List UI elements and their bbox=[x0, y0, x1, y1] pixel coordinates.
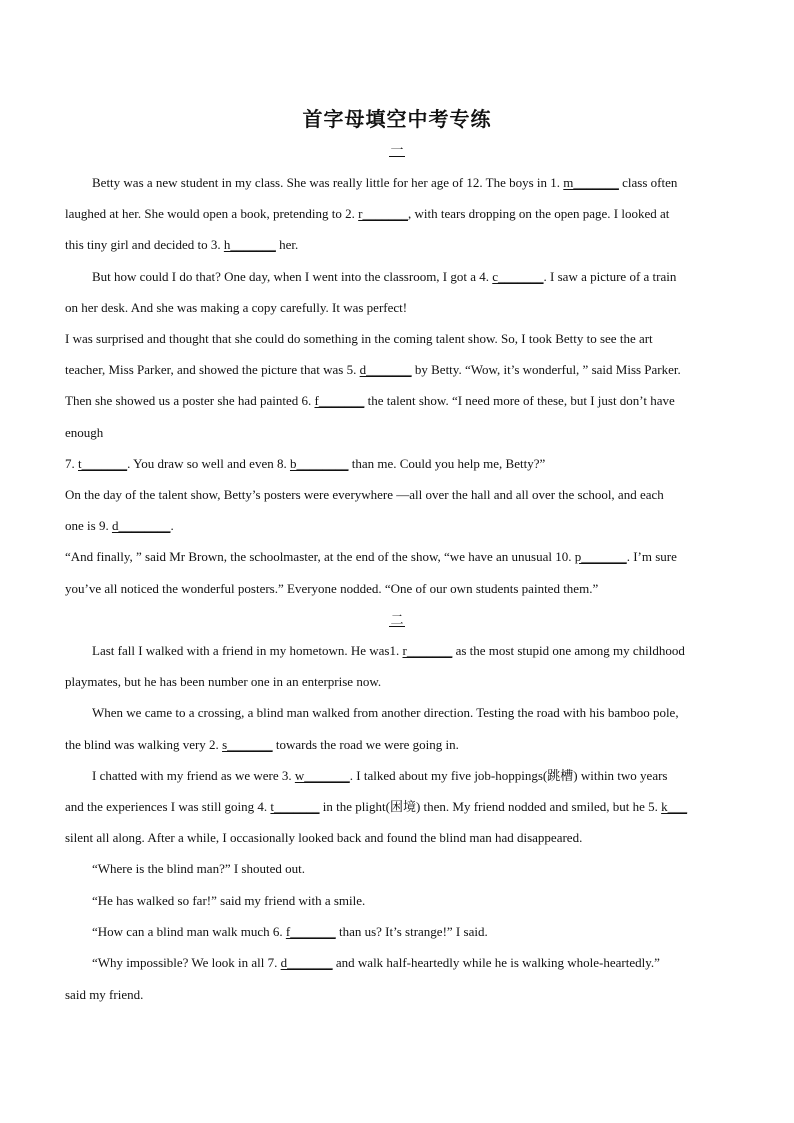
text-run: by Betty. “Wow, it’s wonderful, ” said Miss Parker. bbox=[411, 362, 681, 377]
text-line bbox=[65, 892, 762, 910]
text-line bbox=[65, 517, 735, 535]
text-line bbox=[65, 704, 762, 722]
text-run: you’ve all noticed the wonderful posters.” Everyone nodded. “One of our own students painted them.” bbox=[65, 581, 599, 596]
text-run: enough bbox=[65, 425, 104, 440]
text-line bbox=[65, 767, 762, 785]
text-run: Last fall I walked with a friend in my hometown. He was1. bbox=[92, 643, 403, 658]
answer-blank: t_______ bbox=[270, 799, 320, 814]
text-line bbox=[65, 642, 762, 660]
section-marker bbox=[0, 142, 794, 158]
text-run: playmates, but he has been number one in an enterprise now. bbox=[65, 674, 382, 689]
text-line bbox=[65, 299, 735, 317]
text-run: On the day of the talent show, Betty’s posters were everywhere —all over the hall and all over the school, and each bbox=[65, 487, 664, 502]
text-line bbox=[65, 548, 735, 566]
text-run: “And finally, ” said Mr Brown, the schoolmaster, at the end of the show, “we have an unusual 10. bbox=[65, 549, 575, 564]
text-run: “Where is the blind man?” I shouted out. bbox=[92, 861, 305, 876]
text-run: I chatted with my friend as we were 3. bbox=[92, 768, 295, 783]
answer-blank: f_______ bbox=[285, 924, 336, 939]
text-run: “How can a blind man walk much 6. bbox=[92, 924, 286, 939]
text-run: towards the road we were going in. bbox=[272, 737, 459, 752]
text-run: class often bbox=[618, 175, 678, 190]
text-run: . I saw a picture of a train bbox=[543, 269, 677, 284]
answer-blank: w_______ bbox=[294, 768, 350, 783]
text-run: Then she showed us a poster she had painted 6. bbox=[65, 393, 315, 408]
text-run: said my friend. bbox=[65, 987, 144, 1002]
text-run: But how could I do that? One day, when I went into the classroom, I got a 4. bbox=[92, 269, 493, 284]
text-line bbox=[65, 923, 762, 941]
answer-blank: b________ bbox=[289, 456, 349, 471]
text-line bbox=[65, 673, 735, 691]
text-line bbox=[65, 392, 735, 410]
answer-blank: p_______ bbox=[574, 549, 627, 564]
text-line bbox=[65, 486, 735, 504]
answer-blank: f_______ bbox=[314, 393, 365, 408]
text-run: . I’m sure bbox=[626, 549, 677, 564]
text-run: than me. Could you help me, Betty?” bbox=[348, 456, 546, 471]
text-run: . I talked about my five job-hoppings(跳槽) within two years bbox=[349, 768, 668, 783]
answer-blank: s_______ bbox=[222, 737, 273, 752]
answer-blank: d_______ bbox=[359, 362, 412, 377]
answer-blank: r_______ bbox=[402, 643, 453, 658]
section-marker-text: 一 bbox=[390, 142, 404, 157]
text-line bbox=[65, 424, 735, 442]
text-run: “He has walked so far!” said my friend with a smile. bbox=[92, 893, 366, 908]
text-run: on her desk. And she was making a copy carefully. It was perfect! bbox=[65, 300, 408, 315]
text-line bbox=[65, 268, 762, 286]
text-run: her. bbox=[275, 237, 299, 252]
answer-blank: d_______ bbox=[280, 955, 333, 970]
answer-blank: m_______ bbox=[563, 175, 619, 190]
text-line bbox=[65, 798, 735, 816]
answer-blank: r_______ bbox=[358, 206, 409, 221]
page-title: 首字母填空中考专练 bbox=[302, 107, 492, 131]
answer-blank: d________ bbox=[111, 518, 171, 533]
text-line bbox=[65, 860, 762, 878]
text-line bbox=[65, 361, 735, 379]
text-run: laughed at her. She would open a book, pretending to 2. bbox=[65, 206, 359, 221]
answer-blank: h_______ bbox=[223, 237, 276, 252]
answer-blank: k___ bbox=[661, 799, 688, 814]
section-marker-text: 二 bbox=[390, 612, 404, 627]
text-line bbox=[65, 330, 735, 348]
text-run: . You draw so well and even 8. bbox=[127, 456, 290, 471]
text-run: teacher, Miss Parker, and showed the picture that was 5. bbox=[65, 362, 360, 377]
answer-blank: c_______ bbox=[492, 269, 544, 284]
text-run: in the plight(困境) then. My friend nodded and smiled, but he 5. bbox=[319, 799, 662, 814]
text-line bbox=[65, 954, 762, 972]
text-run: . bbox=[170, 518, 174, 533]
text-run: “Why impossible? We look in all 7. bbox=[92, 955, 281, 970]
text-line bbox=[65, 829, 735, 847]
text-run: and the experiences I was still going 4. bbox=[65, 799, 271, 814]
text-run: as the most stupid one among my childhood bbox=[452, 643, 685, 658]
section-marker bbox=[0, 612, 794, 628]
text-run: one is 9. bbox=[65, 518, 112, 533]
text-line bbox=[65, 736, 735, 754]
text-line bbox=[65, 236, 735, 254]
text-run: 7. bbox=[65, 456, 78, 471]
text-line bbox=[65, 174, 762, 192]
text-run: , with tears dropping on the open page. I looked at bbox=[408, 206, 670, 221]
text-run: silent all along. After a while, I occasionally looked back and found the blind man had disappeared. bbox=[65, 830, 583, 845]
text-run: than us? It’s strange!” I said. bbox=[335, 924, 488, 939]
text-run: the talent show. “I need more of these, but I just don’t have bbox=[364, 393, 675, 408]
text-run: this tiny girl and decided to 3. bbox=[65, 237, 224, 252]
text-line bbox=[65, 205, 735, 223]
text-run: I was surprised and thought that she could do something in the coming talent show. So, I took Betty to see the art bbox=[65, 331, 653, 346]
answer-blank: t_______ bbox=[78, 456, 128, 471]
text-run: and walk half-heartedly while he is walking whole-heartedly.” bbox=[332, 955, 660, 970]
text-line bbox=[65, 580, 735, 598]
text-run: Betty was a new student in my class. She was really little for her age of 12. The boys in 1. bbox=[92, 175, 564, 190]
text-run: the blind was walking very 2. bbox=[65, 737, 223, 752]
text-line bbox=[65, 455, 735, 473]
text-line bbox=[65, 986, 735, 1004]
text-run: When we came to a crossing, a blind man walked from another direction. Testing the road with his bamboo pole, bbox=[92, 705, 679, 720]
